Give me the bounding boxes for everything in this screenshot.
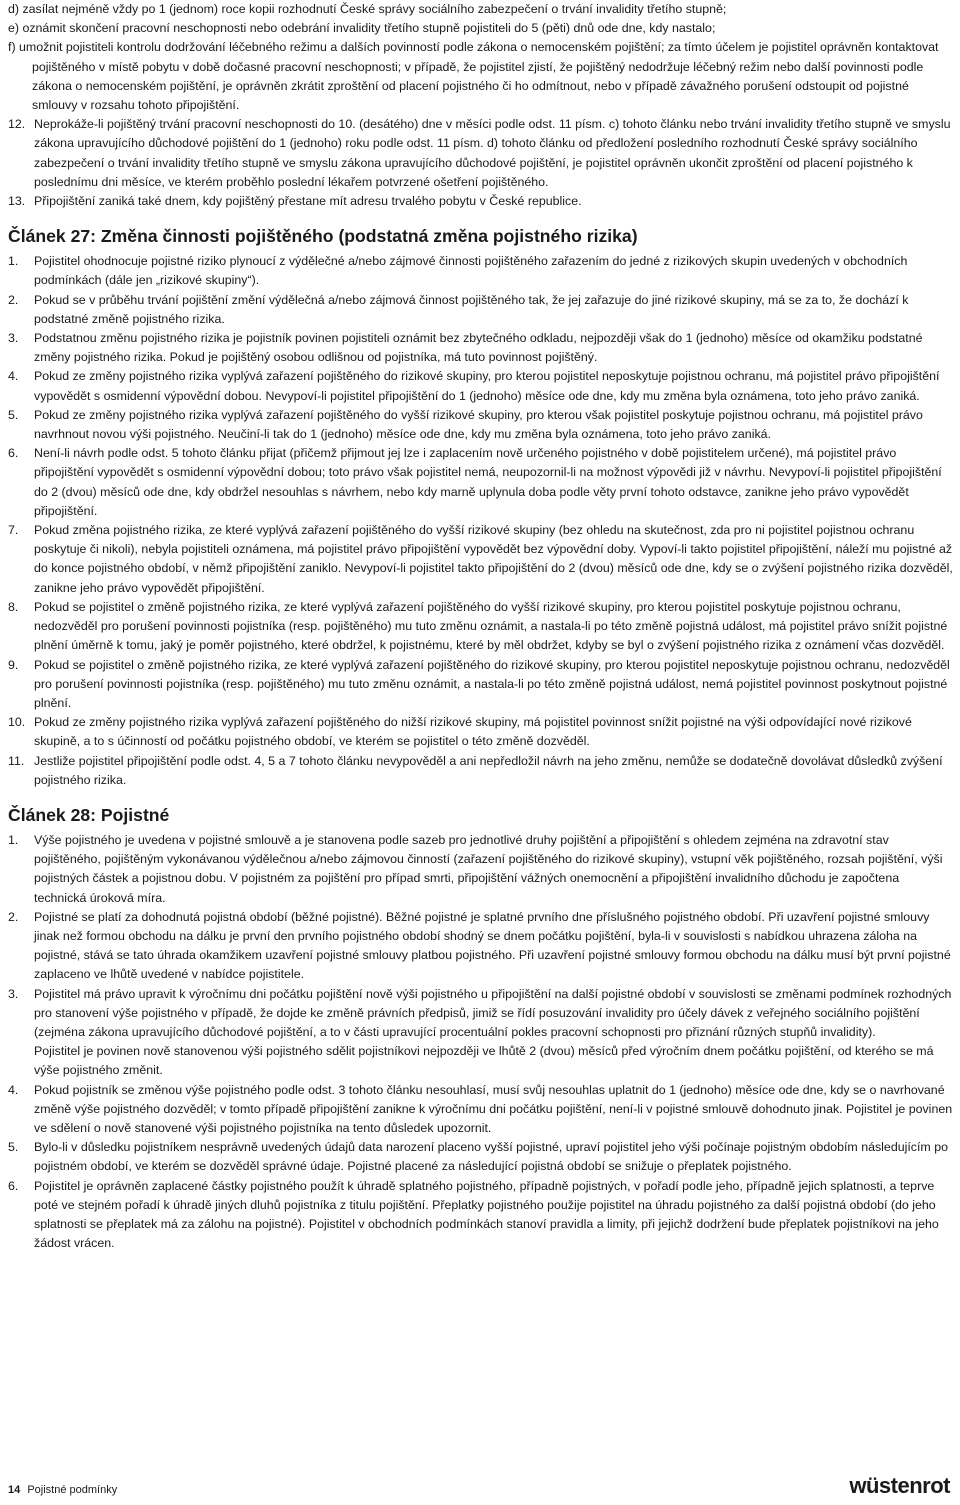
paragraph-sentence-block: Pojistné se platí za dohodnutá pojistná období (běžné pojistné). Běžné pojistné je splatné prvního dne příslušného pojistného období. Při uzavření pojistné smlouvy jinak než formou obchodu na dálku je první den prvního pojistného období shodný se dnem počátku pojištění, byla-li v souvislosti s nabídkou uhrazena záloha na pojistné, stává se tato úhrada okamžikem uzavření pojistné smlouvy platbou pojistného. Při uzavření pojistné smlouvy formou obchodu na dálku musí být první pojistné zaplaceno ve lhůtě uvedené v nabídce pojistitele. [34, 909, 951, 982]
paragraph-sentence-block: Pojistitel má právo upravit k výročnímu dni počátku pojištění nově výši pojistného u připojištění na další pojistné období v souvislosti se změnami podmínek rozhodných pro stanovení výše pojistného v případě, že dojde ke změně právních předpisů, jimiž se řídí posuzování invalidity pro účely dávek z veřejného sociálního pojištění (zejména zákona upravujícího důchodové pojištění, a to v části upravující procentuální pokles pracovní schopnosti pro přiznání různých stupňů invalidity). [34, 986, 952, 1039]
paragraph-text [34, 1081, 954, 1139]
numbered-paragraph [8, 444, 954, 521]
paragraph-sentence-block: Bylo-li v důsledku pojistníkem nesprávně uvedených údajů data narození placeno vyšší pojistné, upraví pojistitel jeho výši počínaje pojistným obdobím následujícím po pojistném období, ve kterém se dozvěděl správné údaje. Pojistné placené za následující pojistná období se snižuje o přeplatek pojistného. [34, 1140, 948, 1174]
paragraph-sentence-block: Pokud ze změny pojistného rizika vyplývá zařazení pojištěného do vyšší rizikové skupiny, pro kterou však pojistitel poskytuje pojistnou ochranu, má pojistitel právo navrhnout novou výši pojistného. Neučiní-li tak do 1 (jednoho) měsíce ode dne, kdy mu změna byla oznámena, toto jeho právo zaniká. [34, 407, 923, 442]
paragraph-text [34, 192, 954, 211]
paragraph-number: 11. [8, 753, 25, 768]
paragraph-text [34, 521, 954, 598]
document-body [8, 0, 954, 1253]
numbered-paragraph [8, 521, 954, 598]
previous-article-items [8, 115, 954, 211]
intro-list [8, 0, 954, 115]
paragraph-text [34, 367, 954, 405]
paragraph-text [34, 444, 954, 521]
page-number: 14 [8, 1484, 21, 1496]
paragraph-number: 2. [8, 909, 19, 924]
article-28-heading: Článek 28: Pojistné [8, 804, 170, 825]
numbered-paragraph [8, 1177, 954, 1254]
paragraph-sentence-block: Pokud ze změny pojistného rizika vyplývá zařazení pojištěného do rizikové skupiny, pro kterou pojistitel neposkytuje pojistnou ochranu, má pojistitel právo připojištění vypovědět s osmidenní výpovědní dobou. Nevypoví-li pojistitel připojištění do 1 (jednoho) měsíce ode dne, kdy mu změna byla oznámena, toto jeho právo zaniká. [34, 369, 940, 403]
numbered-paragraph [8, 656, 954, 714]
numbered-paragraph [8, 598, 954, 656]
paragraph-number: 3. [8, 331, 19, 346]
paragraph-number: 10. [8, 715, 26, 730]
paragraph-number: 13. [8, 194, 26, 209]
paragraph-text [34, 713, 954, 751]
paragraph-sentence-block: Výše pojistného je uvedena v pojistné smlouvě a je stanovena podle sazeb pro jednotlivé druhy pojištění a připojištění s ohledem zejména na zdravotní stav pojištěného, pojištěným vykonávanou výdělečnou a/nebo zájmovou činností (zařazení pojištěného do rizikové skupiny), vstupní věk pojištěného, rozsah pojištění, výši pojistných částek a pojistnou dobu. V pojistném za pojištění pro případ smrti, připojištění vážných onemocnění a připojištění invalidního důchodu je započtena technická úroková míra. [34, 832, 943, 905]
numbered-paragraph [8, 115, 954, 192]
paragraph-text [34, 656, 954, 714]
paragraph-sentence-block: Podstatnou změnu pojistného rizika je pojistník povinen pojistiteli oznámit bez zbytečného odkladu, nejpozději však do 1 (jednoho) měsíce od okamžiku podstatné změny pojistného rizika. Pokud je pojištěný osobou odlišnou od pojistníka, má tuto povinnost pojištěný. [34, 331, 923, 365]
paragraph-text [34, 291, 954, 329]
paragraph-sentence-block: Jestliže pojistitel připojištění podle odst. 4, 5 a 7 tohoto článku nevypověděl a ani nepředložil návrh na jeho změnu, nemůže se dodatečně dovolávat důsledků zvýšení pojistného rizika. [34, 753, 943, 787]
paragraph-number: 3. [8, 986, 19, 1001]
paragraph-number: 1. [8, 254, 19, 269]
paragraph-sentence-block: Neprokáže-li pojištěný trvání pracovní neschopnosti do 10. (desátého) dne v měsíci podle odst. 11 písm. c) tohoto článku nebo trvání invalidity třetího stupně ve smyslu zákona upravujícího důchodové pojištění do 1 (jednoho) roku podle odst. 11 písm. d) tohoto článku od předložení posledního rozhodnutí České správy sociálního zabezpečení o trvání invalidity třetího stupně ve smyslu zákona upravujícího důchodové pojištění, je pojistitel oprávněn ukončit zproštění od placení pojistného k poslednímu dni měsíce, ve kterém proběhlo poslední lékařem potvrzené ošetření pojištěného. [34, 117, 951, 189]
numbered-paragraph [8, 985, 954, 1081]
paragraph-number: 6. [8, 1178, 19, 1193]
paragraph-number: 5. [8, 407, 19, 422]
paragraph-number: 2. [8, 292, 19, 307]
paragraph-number: 6. [8, 446, 19, 461]
paragraph-number: 4. [8, 1082, 19, 1097]
paragraph-text [34, 752, 954, 790]
numbered-paragraph [8, 831, 954, 908]
paragraph-text [34, 598, 954, 656]
numbered-paragraph [8, 192, 954, 211]
paragraph-sentence-block: Pokud pojistník se změnou výše pojistného podle odst. 3 tohoto článku nesouhlasí, musí svůj nesouhlas uplatnit do 1 (jednoho) měsíce ode dne, kdy se o navrhované změně výše pojistného dozvěděl; v tomto případě připojištění zanikne k výročnímu dni počátku pojištění, není-li v pojistné smlouvě dohodnuto jinak. Pojistitel je povinen ve sdělení o nově stanovené výši pojistného pojistníka na tento důsledek upozornit. [34, 1082, 953, 1135]
numbered-paragraph [8, 329, 954, 367]
paragraph-sentence-block: Pokud se pojistitel o změně pojistného rizika, ze které vyplývá zařazení pojištěného do vyšší rizikové skupiny, pro kterou pojistitel poskytuje pojistnou ochranu, nedozvěděl pro porušení povinnosti pojistníka (resp. pojištěného) mu tuto změnu oznámit, a nastala-li po této změně pojistná událost, má pojistitel právo snížit pojistné plnění úměrně k tomu, jaký je poměr pojistného, které obdržel, k pojistnému, které by měl obdržet, kdyby se byl o zvýšení pojistného rizika z oznámení včas dozvěděl. [34, 599, 948, 653]
intro-item: e) oznámit skončení pracovní neschopnosti nebo odebrání invalidity třetího stupně pojistiteli do 5 (pěti) dnů ode dne, kdy nastalo; [8, 21, 716, 36]
paragraph-number: 8. [8, 599, 19, 614]
numbered-paragraph [8, 291, 954, 329]
paragraph-text [34, 329, 954, 367]
paragraph-sentence-block: Pokud se v průběhu trvání pojištění změní výdělečná a/nebo zájmová činnost pojištěného tak, že jej zařazuje do jiné rizikové skupiny, má se za to, že dochází k podstatné změně pojistného rizika. [34, 292, 909, 326]
wustenrot-logo: wüstenrot [849, 1473, 950, 1498]
paragraph-text [34, 406, 954, 444]
paragraph-text [34, 908, 954, 985]
paragraph-text [34, 115, 954, 192]
paragraph-text [34, 1177, 954, 1254]
numbered-paragraph [8, 908, 954, 985]
paragraph-number: 12. [8, 117, 26, 132]
numbered-paragraph [8, 1081, 954, 1139]
paragraph-sentence-block: Pokud změna pojistného rizika, ze které vyplývá zařazení pojištěného do vyšší rizikové skupiny (bez ohledu na skutečnost, zda pro ni pojistitel pojistnou ochranu poskytuje či nikoli), nebyla pojistiteli oznámena, má pojistitel právo připojištění vypovědět bez výpovědní doby. Vypoví-li takto pojistitel připojištění, náleží mu pojistné až do konce pojistného období, v němž připojištění zaniklo. Nevypoví-li pojistitel takto připojištění do 2 (dvou) měsíců ode dne, kdy se o zvýšení pojistného rizika dozvěděl, zanikne jeho právo vypovědět připojištění. [34, 523, 953, 595]
paragraph-text [34, 252, 954, 290]
footer [8, 1483, 117, 1497]
paragraph-number: 1. [8, 832, 19, 847]
paragraph-text [34, 985, 954, 1081]
paragraph-sentence-block: Pojistitel ohodnocuje pojistné riziko plynoucí z výdělečné a/nebo zájmové činnosti pojištěného zařazením do jedné z rizikových skupin uvedených v obchodních podmínkách (dále jen „rizikové skupiny“). [34, 254, 908, 288]
numbered-paragraph [8, 406, 954, 444]
paragraph-sentence-block: Připojištění zaniká také dnem, kdy pojištěný přestane mít adresu trvalého pobytu v České republice. [34, 194, 582, 209]
article-28-items [8, 831, 954, 1253]
paragraph-sentence-block: Pokud se pojistitel o změně pojistného rizika, ze které vyplývá zařazení pojištěného do rizikové skupiny, pro kterou pojistitel neposkytuje pojistnou ochranu, nedozvěděl pro porušení povinnosti pojistníka (resp. pojištěného) mu tuto změnu oznámit, a nastala-li po této změně pojistná událost, nemá pojistitel povinnost poskytnout pojistné plnění. [34, 657, 950, 710]
numbered-paragraph [8, 713, 954, 751]
paragraph-text [34, 1138, 954, 1176]
article-27-heading: Článek 27: Změna činnosti pojištěného (podstatná změna pojistného rizika) [8, 226, 638, 247]
paragraph-sentence-block: Pojistitel je oprávněn zaplacené částky pojistného použít k úhradě splatného pojistného, případně pojistných, v pořadí podle jeho, případně jejich splatnosti, a teprve poté ve stejném pořadí k úhradě jiných dluhů pojistníka z titulu pojištění. Přeplatky pojistného použije pojistitel na úhradu pojistného za další pojistná období (do jeho splatnosti se přeplatek má za zálohu na pojistné). Pojistitel v obchodních podmínkách stanoví pravidla a limity, při jejichž dodržení bude přeplatek pojistníkovi na jeho žádost vrácen. [34, 1178, 939, 1251]
paragraph-number: 5. [8, 1140, 19, 1155]
paragraph-number: 9. [8, 657, 19, 672]
numbered-paragraph [8, 367, 954, 405]
paragraph-number: 7. [8, 523, 19, 538]
numbered-paragraph [8, 752, 954, 790]
intro-item: d) zasílat nejméně vždy po 1 (jednom) roce kopii rozhodnutí České správy sociálního zabezpečení o trvání invalidity třetího stupně; [8, 2, 727, 16]
numbered-paragraph [8, 1138, 954, 1176]
footer-label: Pojistné podmínky [27, 1484, 118, 1496]
article-27-items [8, 252, 954, 790]
paragraph-sentence-block: Pojistitel je povinen nově stanovenou výši pojistného sdělit pojistníkovi nejpozději ve lhůtě 2 (dvou) měsíců před výročním dnem počátku pojištění, od kterého se má výše pojistného změnit. [34, 1044, 934, 1078]
paragraph-text [34, 831, 954, 908]
numbered-paragraph [8, 252, 954, 290]
paragraph-sentence-block: Pokud ze změny pojistného rizika vyplývá zařazení pojištěného do nižší rizikové skupiny, má pojistitel povinnost snížit pojistné na výši odpovídající nové rizikové skupině, a to s účinností od počátku pojistného období, ve kterém se pojistitel o této změně dozvěděl. [34, 715, 912, 749]
paragraph-sentence-block: Není-li návrh podle odst. 5 tohoto článku přijat (přičemž přijmout jej lze i zaplacením nově určeného pojistného v době pojistitelem určené), má pojistitel právo připojištění vypovědět s osmidenní výpovědní dobou; toto právo však pojistitel nemá, neupozornil-li na možnost výpovědi již v návrhu. Nevypoví-li pojistitel připojištění do 2 (dvou) měsíců ode dne, kdy obdržel nesouhlas s návrhem, nebo kdy marně uplynula doba podle věty první tohoto odstavce, zanikne jeho právo vypovědět připojištění. [34, 446, 942, 518]
paragraph-number: 4. [8, 369, 19, 384]
intro-item: f) umožnit pojistiteli kontrolu dodržování léčebného režimu a dalších povinností podle zákona o nemocenském pojištění; za tímto účelem je pojistitel oprávněn kontaktovat pojištěného v místě pobytu v době dočasné pracovní neschopnosti; v případě, že pojistitel zjistí, že pojištěný nedodržuje léčebný režim nebo další povinnosti podle zákona o nemocenském pojištění, je oprávněn zkrátit zproštění od placení pojistného či ho odmítnout, nebo v případě závažného porušení odstoupit od pojistné smlouvy v rozsahu tohoto připojištění. [8, 40, 939, 113]
